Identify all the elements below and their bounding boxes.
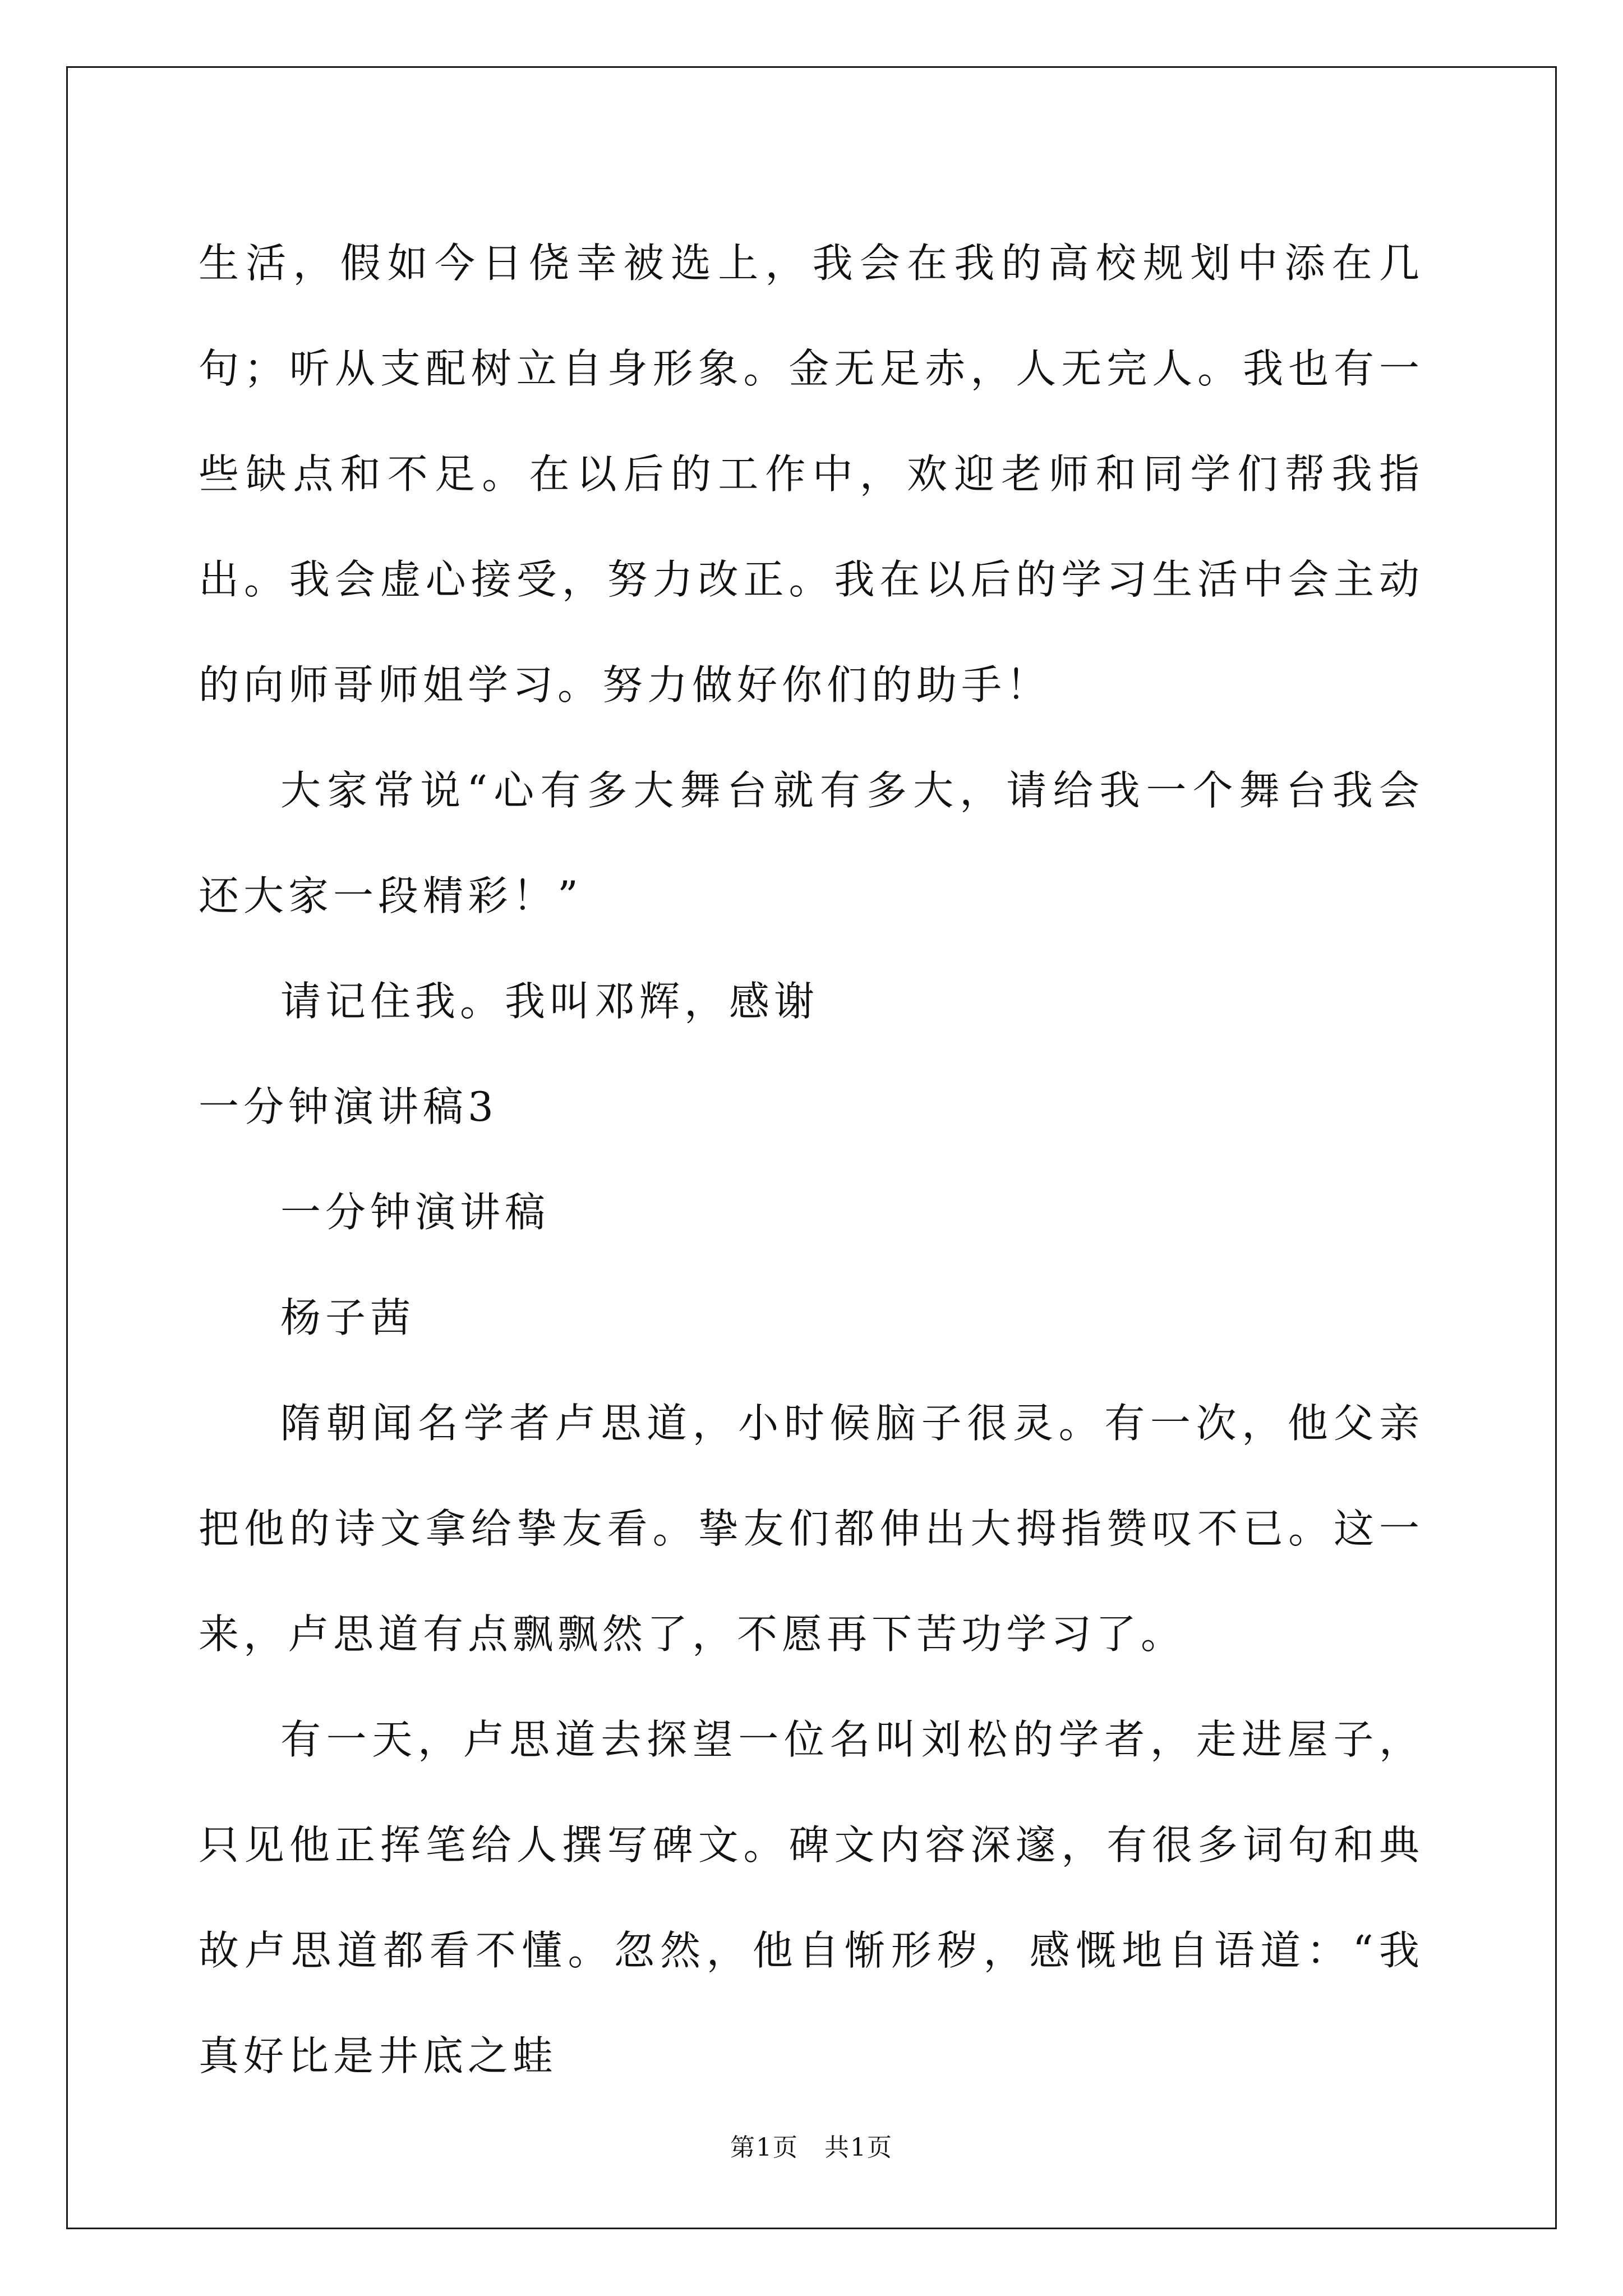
paragraph-8: 有一天，卢思道去探望一位名叫刘松的学者，走进屋子，只见他正挥笔给人撰写碑文。碑文内容深邃，有很多词句和典故卢思道都看不懂。忽然，他自惭形秽，感慨地自语道：“我真好比是井底之蛙 [199, 1716, 1424, 2079]
paragraph-7: 隋朝闻名学者卢思道，小时候脑子很灵。有一次，他父亲把他的诗文拿给挚友看。挚友们都伸出大拇指赞叹不已。这一来，卢思道有点飘飘然了，不愿再下苦功学习了。 [199, 1400, 1424, 1658]
paragraph-1: 生活，假如今日侥幸被选上，我会在我的高校规划中添在几句；听从支配树立自身形象。金无足赤，人无完人。我也有一些缺点和不足。在以后的工作中，欢迎老师和同学们帮我指出。我会虚心接受，努力改正。我在以后的学习生活中会主动的向师哥师姐学习。努力做好你们的助手！ [199, 240, 1424, 708]
author-name: 杨子茜 [280, 1294, 416, 1341]
section-heading: 一分钟演讲稿3 [199, 1083, 498, 1130]
speech-title: 一分钟演讲稿 [280, 1189, 550, 1236]
page-footer: 第1页 共1页 [730, 2133, 893, 2162]
paragraph-2: 大家常说“心有多大舞台就有多大，请给我一个舞台我会还大家一段精彩！” [199, 767, 1424, 919]
document-body [199, 210, 1424, 2109]
paragraph-3: 请记住我。我叫邓辉，感谢 [280, 978, 819, 1025]
